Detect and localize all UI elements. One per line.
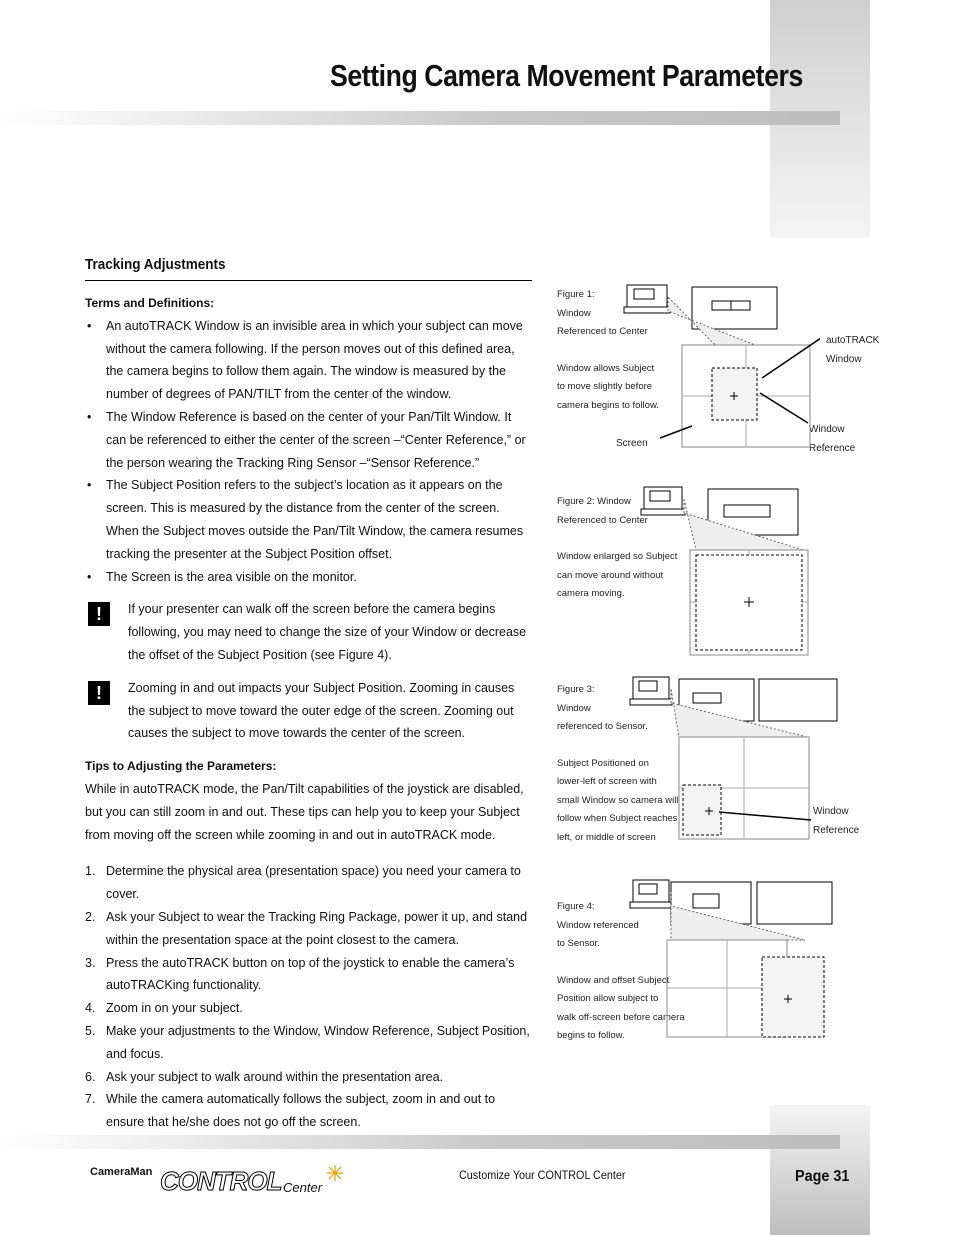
page-title: Setting Camera Movement Parameters (330, 58, 803, 93)
figure-label: to Sensor. (557, 938, 600, 949)
figure-label: Figure 2: Window (557, 496, 631, 507)
arrow (760, 393, 808, 423)
figure-label: Referenced to Center (557, 514, 648, 526)
list-item (85, 1088, 533, 1134)
list-item (85, 860, 533, 906)
figure-desc: camera moving. (557, 588, 625, 599)
step-text: Make your adjustments to the Window, Window Reference, Subject Position, and focus. (106, 1023, 530, 1061)
figure-desc: walk off-screen before camera (557, 1011, 685, 1023)
list-item: • The Window Reference is based on the center of your Pan/Tilt Window. It can be referenced to either the center of the screen –“Center Reference,” or the person wearing the Tracking Ring Sensor –“Sensor Reference.” (85, 406, 533, 474)
autotrack-window (762, 957, 824, 1037)
brand-logo-word: CONTROL (160, 1166, 282, 1196)
camera-icon (641, 487, 685, 515)
step-number: 1. (85, 864, 96, 879)
step-text: Ask your subject to walk around within the presentation area. (106, 1069, 443, 1084)
list-item (85, 997, 533, 1020)
label-line: Window (813, 806, 849, 817)
section-heading: Tracking Adjustments (85, 256, 226, 273)
figure-desc: Window allows Subject (557, 362, 655, 374)
figure-4-diagram (627, 878, 837, 1043)
screen-label: Screen (616, 438, 648, 449)
figure-desc: small Window so camera will (557, 794, 679, 806)
figure-label: Figure 4: (557, 901, 595, 912)
figure-label: Window referenced (557, 919, 639, 931)
note-text: Zooming in and out impacts your Subject Position. Zooming in causes the subject to move toward the outer edge of the screen. Zooming out causes the subject to move towards the center of the screen. (128, 680, 515, 741)
note-2 (85, 677, 533, 745)
list-item (85, 1020, 533, 1066)
figure-desc: Window enlarged so Subject (557, 551, 678, 562)
figure-desc: follow when Subject reaches (557, 813, 678, 824)
footer-center-text: Customize Your CONTROL Center (459, 1168, 626, 1182)
tips-intro: While in autoTRACK mode, the Pan/Tilt capabilities of the joystick are disabled, but you can still zoom in and out. These tips can help you to keep your Subject from moving off the screen while zooming in and out in autoTRACK mode. (85, 781, 524, 842)
camera-icon (630, 677, 672, 705)
camera-icon (624, 285, 670, 313)
step-text: Ask your Subject to wear the Tracking Ring Package, power it up, and stand within the presentation space at the point closest to the camera. (106, 909, 528, 947)
figure-desc: Position allow subject to (557, 993, 659, 1004)
figure-label: Referenced to Center (557, 326, 648, 337)
label-line: autoTRACK (826, 335, 880, 346)
figure-desc: begins to follow. (557, 1030, 625, 1041)
brand-name: CameraMan (90, 1166, 153, 1178)
body-text (85, 292, 533, 1134)
list-item (85, 906, 533, 952)
step-number: 5. (85, 1023, 96, 1038)
list-item: • An autoTRACK Window is an invisible area in which your subject can move without the camera following. If the person moves out of this defined area, the camera begins to follow them again. The window is measured by the number of degrees of PAN/TILT from the center of the window. (85, 315, 533, 406)
arrow (719, 812, 811, 820)
label-line: Reference (813, 825, 860, 836)
step-text: Determine the physical area (presentation space) you need your camera to cover. (106, 864, 521, 902)
brand-logo-sub: Center (283, 1180, 323, 1195)
figure-desc: to move slightly before (557, 381, 653, 392)
step-number: 3. (85, 955, 96, 970)
tips-heading: Tips to Adjusting the Parameters: (85, 759, 277, 774)
figure-label: Figure 1: (557, 289, 595, 300)
figure-desc: left, or middle of screen (557, 831, 656, 843)
terms-heading: Terms and Definitions: (85, 296, 215, 310)
arrow (762, 338, 820, 378)
step-number: 4. (85, 1001, 96, 1016)
figure-2-diagram (638, 485, 813, 660)
header-rule (0, 111, 840, 125)
figure-label: Window (557, 702, 591, 714)
figure-1-diagram (620, 283, 820, 453)
figure-label: Figure 3: (557, 684, 595, 695)
label-line: Window (809, 424, 845, 435)
note-1 (85, 598, 533, 666)
steps-list (85, 860, 533, 1134)
exclamation-icon: ! (88, 681, 110, 705)
note-text: If your presenter can walk off the screen before the camera begins following, you may need to change the size of your Window or decrease the offset of the Subject Position (see Figure 4). (128, 602, 527, 662)
step-text: Zoom in on your subject. (106, 1001, 243, 1016)
figure-desc: camera begins to follow. (557, 399, 659, 411)
list-item (85, 1066, 533, 1089)
figure-label: referenced to Sensor. (557, 721, 648, 732)
step-number: 2. (85, 909, 96, 924)
figure-desc: can move around without (557, 569, 664, 581)
terms-list (85, 315, 533, 589)
camera-icon (630, 880, 672, 908)
figure-desc: Window and offset Subject (557, 974, 670, 986)
figure-desc: lower-left of screen with (557, 776, 657, 787)
figure-3-diagram (627, 675, 842, 845)
settings-panel (692, 287, 777, 329)
figure-label: Window (557, 307, 591, 319)
step-text: Press the autoTRACK button on top of the joystick to enable the camera’s autoTRACKing functionality. (106, 955, 515, 993)
list-item: • The Screen is the area visible on the monitor. (85, 566, 533, 589)
sparkle-icon (326, 1164, 344, 1182)
label-line: Window (826, 354, 862, 365)
footer-rule (0, 1135, 840, 1149)
section-rule (85, 280, 532, 281)
step-number: 6. (85, 1069, 96, 1084)
figure-desc: Subject Positioned on (557, 757, 649, 769)
step-text: While the camera automatically follows the subject, zoom in and out to ensure that he/she does not go off the screen. (106, 1092, 496, 1130)
autotrack-label (826, 331, 879, 369)
exclamation-icon: ! (88, 602, 110, 626)
list-item: • The Subject Position refers to the subject’s location as it appears on the screen. This is measured by the distance from the center of the screen. When the Subject moves outside the Pan/Tilt Window, the camera resumes tracking the presenter at the Subject Position offset. (85, 474, 533, 565)
label-line: Reference (809, 443, 856, 454)
page-number: Page 31 (795, 1168, 850, 1185)
arrow (660, 426, 692, 438)
step-number: 7. (85, 1092, 96, 1107)
autotrack-window (683, 785, 721, 835)
list-item (85, 952, 533, 998)
